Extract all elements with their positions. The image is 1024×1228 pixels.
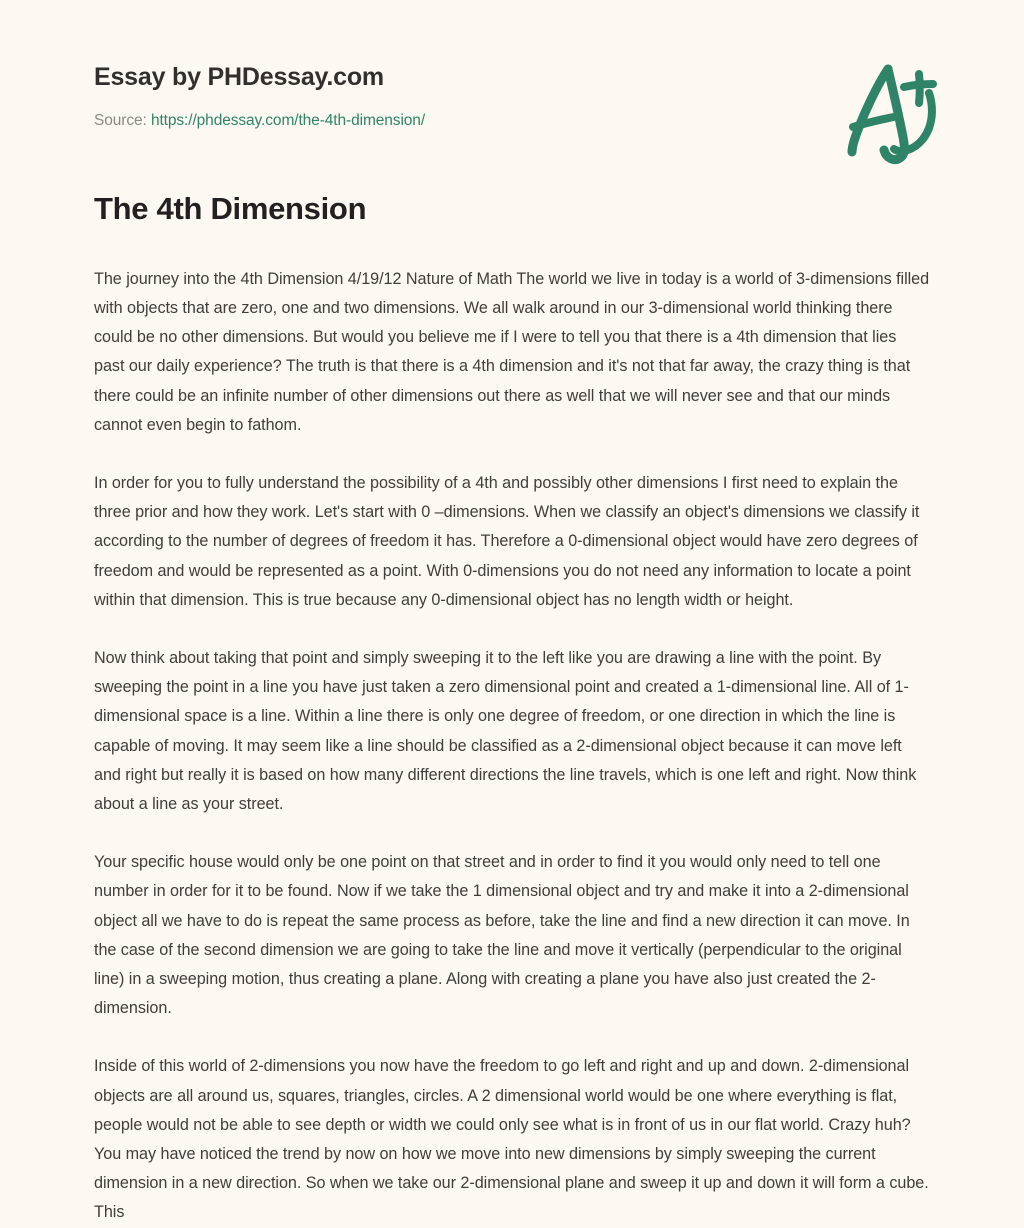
source-url-link[interactable]: https://phdessay.com/the-4th-dimension/ <box>150 112 426 129</box>
a-plus-logo-icon <box>826 50 946 170</box>
source-label: Source: <box>94 112 147 129</box>
brand-title: Essay by PHDessay.com <box>94 63 384 91</box>
paragraph: Your specific house would only be one point on that street and in order to find it you would only need to tell one number in order for it to be found. Now if we take the 1 dimensional object and try and make it into a 2-dimensional object all we have to do is repeat the same process as before, take the line and find a new direction it can move. In the case of the second dimension we are going to take the line and move it vertically (perpendicular to the original line) in a sweeping motion, thus creating a plane. Along with creating a plane you have also just created the 2-dimension. <box>94 853 910 1018</box>
paragraph: The journey into the 4th Dimension 4/19/12 Nature of Math The world we live in today is a world of 3-dimensions filled with objects that are zero, one and two dimensions. We all walk around in our 3-dimensional world thinking there could be no other dimensions. But would you believe me if I were to tell you that there is a 4th dimension that lies past our daily experience? The truth is that there is a 4th dimension and it's not that far away, the crazy thing is that there could be an infinite number of other dimensions out there as well that we will never see and that our minds cannot even begin to fathom. <box>94 269 930 434</box>
page-title: The 4th Dimension <box>94 191 367 226</box>
source-line <box>94 111 930 131</box>
paragraph: Now think about taking that point and simply sweeping it to the left like you are drawing a line with the point. By sweeping the point in a line you have just taken a zero dimensional point and created a 1-dimensional line. All of 1-dimensional space is a line. Within a line there is only one degree of freedom, or one direction in which the line is capable of moving. It may seem like a line should be classified as a 2-dimensional object because it can move left and right but really it is based on how many different directions the line travels, which is one left and right. Now think about a line as your street. <box>94 648 917 813</box>
article-body <box>94 265 930 1228</box>
article <box>0 190 1024 1228</box>
paragraph: Inside of this world of 2-dimensions you now have the freedom to go left and right and up and down. 2-dimensional objects are all around us, squares, triangles, circles. A 2 dimensional world would be one where everything is flat, people would not be able to see depth or width we could only see what is in front of us in our flat world. Crazy huh? You may have noticed the trend by now on how we move into new dimensions by simply sweeping the current dimension in a new direction. So when we take our 2-dimensional plane and sweep it up and down it will form a cube. This <box>94 1057 929 1222</box>
page-header <box>0 0 1024 190</box>
paragraph: In order for you to fully understand the possibility of a 4th and possibly other dimensions I first need to explain the three prior and how they work. Let's start with 0 –dimensions. When we classify an object's dimensions we classify it according to the number of degrees of freedom it has. Therefore a 0-dimensional object would have zero degrees of freedom and would be represented as a point. With 0-dimensions you do not need any information to locate a point within that dimension. This is true because any 0-dimensional object has no length width or height. <box>94 473 920 609</box>
